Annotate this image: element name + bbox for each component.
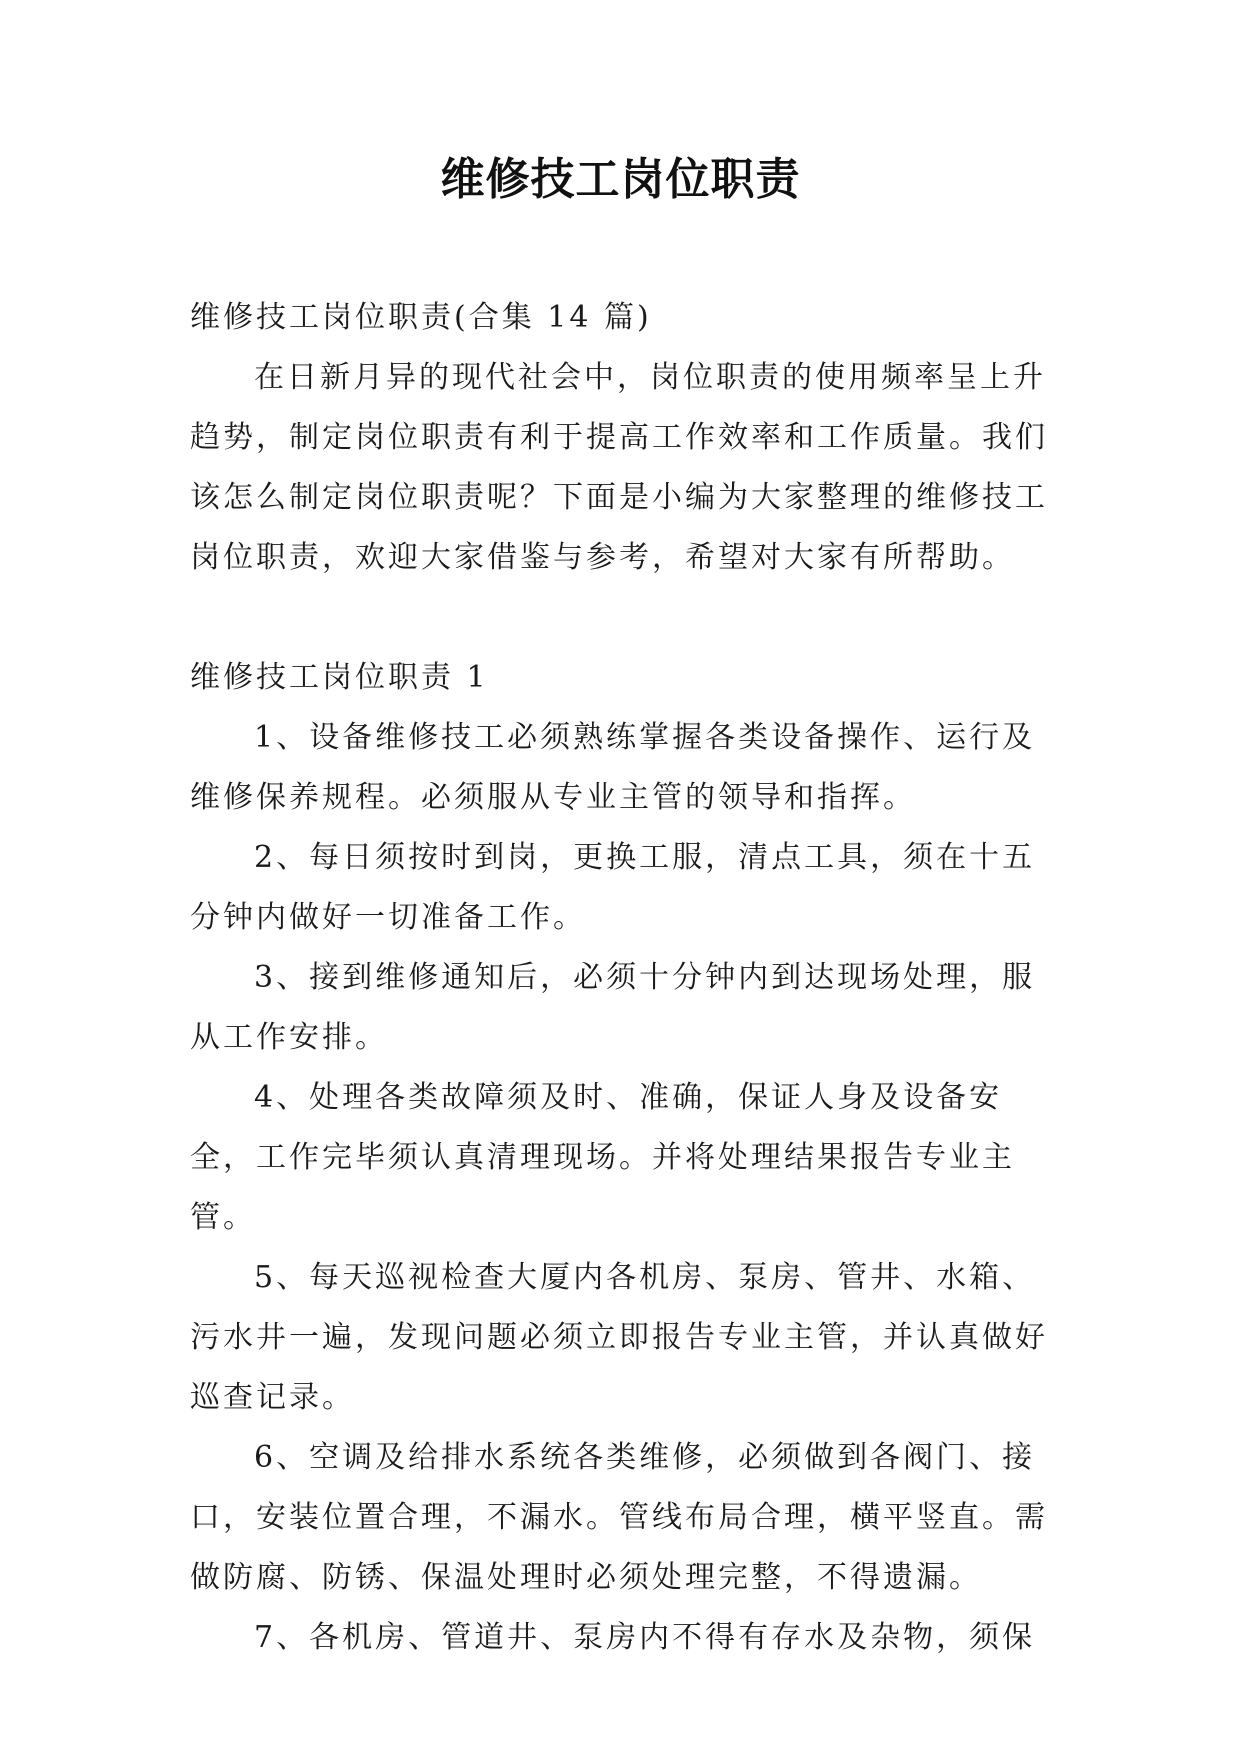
duty-item-2: 2、每日须按时到岗，更换工服，清点工具，须在十五分钟内做好一切准备工作。 — [190, 840, 1036, 935]
duty-item-7: 7、各机房、管道井、泵房内不得有存水及杂物，须保 — [254, 1620, 1036, 1655]
section-heading: 维修技工岗位职责 1 — [190, 660, 489, 695]
duty-item-3: 3、接到维修通知后，必须十分钟内到达现场处理，服从工作安排。 — [190, 960, 1036, 1055]
duty-item-5: 5、每天巡视检查大厦内各机房、泵房、管井、水箱、污水井一遍，发现问题必须立即报告专业主管，并认真做好巡查记录。 — [190, 1260, 1048, 1415]
document-body — [190, 288, 1050, 1668]
page-title: 维修技工岗位职责 — [440, 154, 801, 205]
intro-paragraph: 在日新月异的现代社会中，岗位职责的使用频率呈上升趋势，制定岗位职责有利于提高工作效率和工作质量。我们该怎么制定岗位职责呢？下面是小编为大家整理的维修技工岗位职责，欢迎大家借鉴与参考，希望对大家有所帮助。 — [190, 360, 1048, 575]
paragraph-gap — [190, 588, 1050, 648]
duty-item-6: 6、空调及给排水系统各类维修，必须做到各阀门、接口，安装位置合理，不漏水。管线布局合理，横平竖直。需做防腐、防锈、保温处理时必须处理完整，不得遗漏。 — [190, 1440, 1048, 1595]
document-subtitle: 维修技工岗位职责(合集 14 篇) — [190, 300, 652, 335]
duty-item-1: 1、设备维修技工必须熟练掌握各类设备操作、运行及维修保养规程。必须服从专业主管的领导和指挥。 — [190, 720, 1036, 815]
duty-item-4: 4、处理各类故障须及时、准确，保证人身及设备安全，工作完毕须认真清理现场。并将处理结果报告专业主管。 — [190, 1080, 1015, 1235]
